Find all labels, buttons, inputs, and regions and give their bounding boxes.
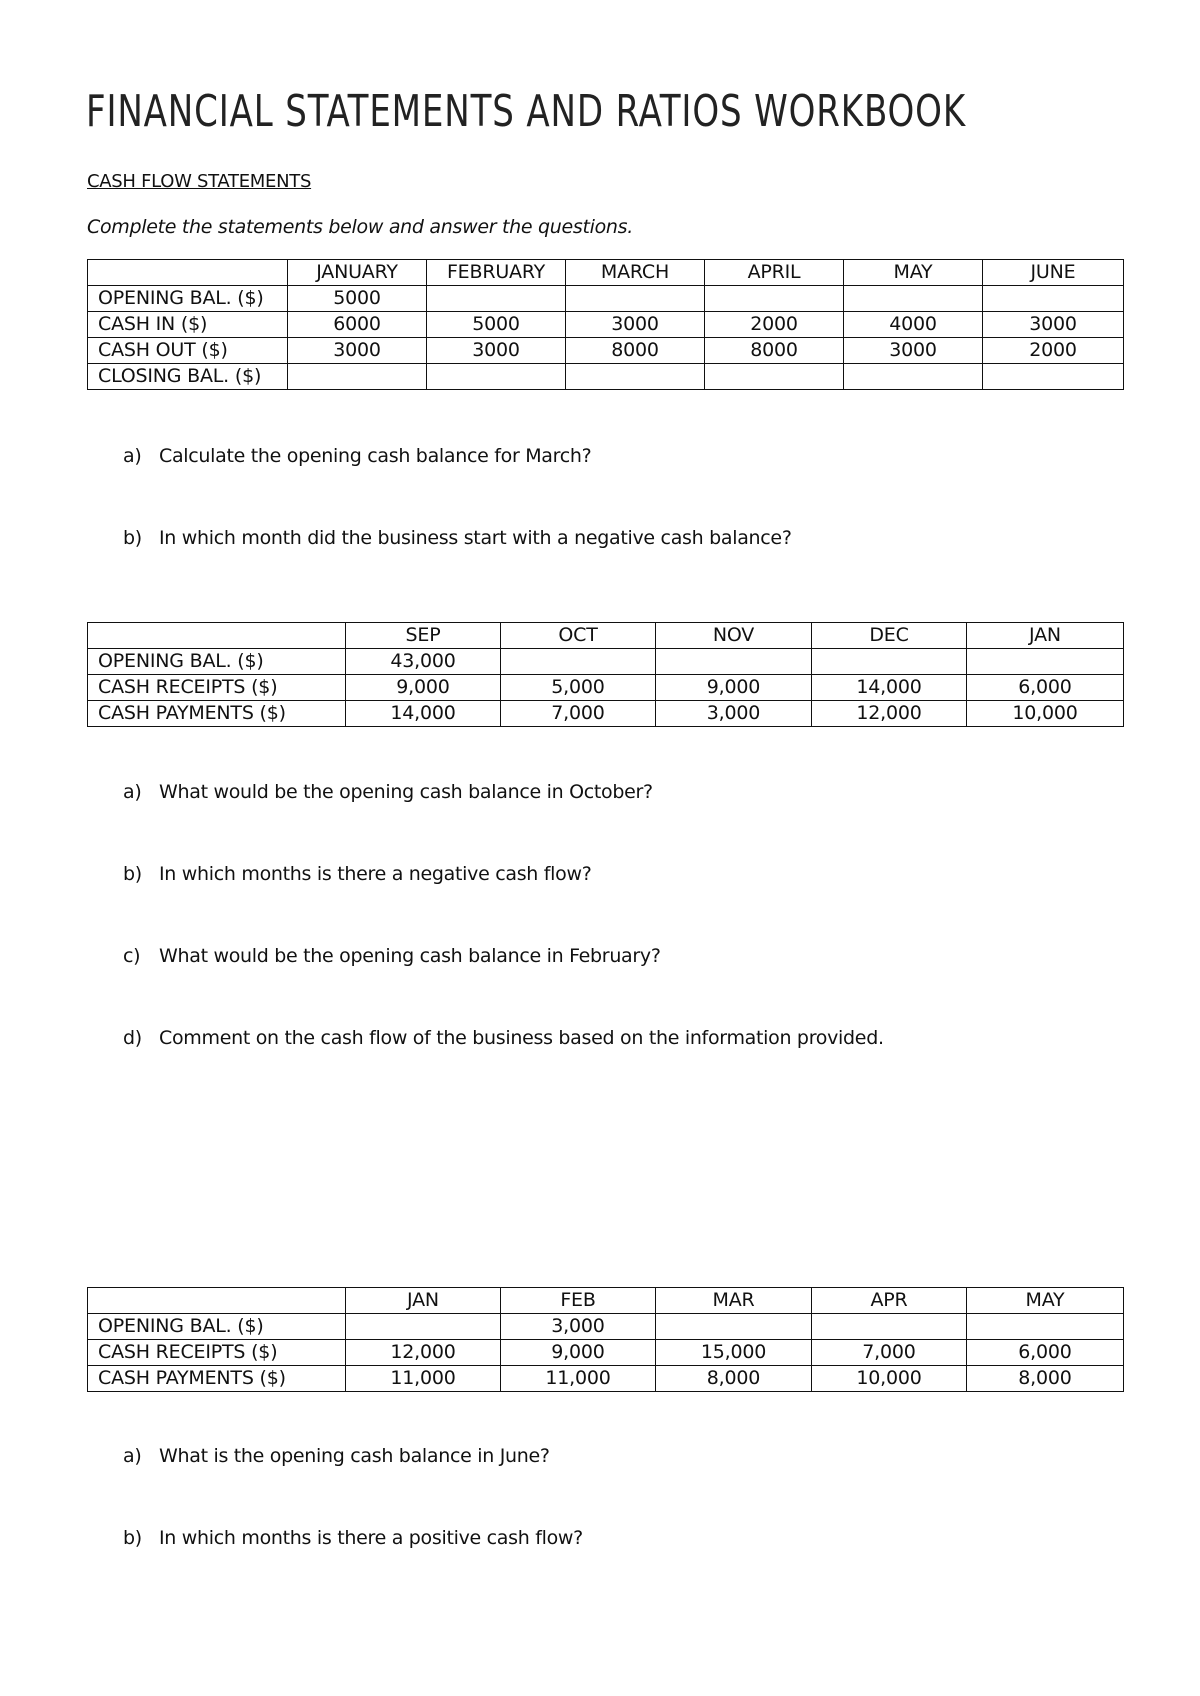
table-cell <box>983 364 1124 390</box>
table-cell: 7,000 <box>812 1340 967 1366</box>
table-header-cell: MAR <box>656 1288 812 1314</box>
question-text: Calculate the opening cash balance for March? <box>159 445 592 467</box>
question-1a <box>123 445 591 467</box>
question-2d <box>123 1027 884 1049</box>
question-letter: b) <box>123 527 142 549</box>
table-cell: 4000 <box>844 312 983 338</box>
question-letter: b) <box>123 863 142 885</box>
table-row <box>88 1366 1124 1392</box>
table-cell: 15,000 <box>656 1340 812 1366</box>
table-cell: 43,000 <box>346 649 501 675</box>
question-2b <box>123 863 592 885</box>
table-header-cell <box>88 1288 346 1314</box>
table-cell <box>566 364 705 390</box>
table-cell: 8,000 <box>967 1366 1124 1392</box>
table-row <box>88 338 1124 364</box>
cash-flow-table-3 <box>87 1287 1124 1392</box>
question-text: In which month did the business start with a negative cash balance? <box>159 527 792 549</box>
table-header-row <box>88 623 1124 649</box>
question-letter: a) <box>123 445 142 467</box>
row-label: CASH IN ($) <box>88 312 288 338</box>
table-cell: 10,000 <box>967 701 1124 727</box>
table-cell: 3,000 <box>501 1314 656 1340</box>
table-cell: 3000 <box>983 312 1124 338</box>
question-2a <box>123 781 653 803</box>
table-cell <box>967 649 1124 675</box>
table-cell: 6,000 <box>967 1340 1124 1366</box>
table-header-cell: FEB <box>501 1288 656 1314</box>
row-label: CASH RECEIPTS ($) <box>88 1340 346 1366</box>
table-row <box>88 701 1124 727</box>
question-2c <box>123 945 661 967</box>
table-header-cell: MAY <box>844 260 983 286</box>
table-cell <box>812 649 967 675</box>
table-cell <box>844 364 983 390</box>
row-label: OPENING BAL. ($) <box>88 286 288 312</box>
table-cell: 10,000 <box>812 1366 967 1392</box>
table-cell: 11,000 <box>501 1366 656 1392</box>
table-row <box>88 1340 1124 1366</box>
table-header-cell: DEC <box>812 623 967 649</box>
question-letter: a) <box>123 1445 142 1467</box>
table-cell <box>656 649 812 675</box>
question-letter: c) <box>123 945 141 967</box>
table-cell: 8,000 <box>656 1366 812 1392</box>
table-header-cell <box>88 623 346 649</box>
table-row <box>88 312 1124 338</box>
table-row <box>88 649 1124 675</box>
table-cell: 3000 <box>844 338 983 364</box>
table-cell: 3000 <box>566 312 705 338</box>
question-text: In which months is there a positive cash flow? <box>159 1527 583 1549</box>
table-cell: 11,000 <box>346 1366 501 1392</box>
row-label: CLOSING BAL. ($) <box>88 364 288 390</box>
row-label: CASH PAYMENTS ($) <box>88 701 346 727</box>
table-cell <box>967 1314 1124 1340</box>
table-cell: 3000 <box>427 338 566 364</box>
table-cell <box>656 1314 812 1340</box>
table-cell: 9,000 <box>501 1340 656 1366</box>
table-cell: 2000 <box>705 312 844 338</box>
question-letter: a) <box>123 781 142 803</box>
question-text: What would be the opening cash balance in October? <box>159 781 653 803</box>
table-cell: 7,000 <box>501 701 656 727</box>
table-row <box>88 675 1124 701</box>
table-cell: 6000 <box>288 312 427 338</box>
table-header-cell <box>88 260 288 286</box>
table-cell <box>427 364 566 390</box>
table-cell: 12,000 <box>812 701 967 727</box>
table-header-cell: NOV <box>656 623 812 649</box>
row-label: OPENING BAL. ($) <box>88 649 346 675</box>
table-header-cell: SEP <box>346 623 501 649</box>
row-label: CASH OUT ($) <box>88 338 288 364</box>
table-cell: 2000 <box>983 338 1124 364</box>
table-cell: 3000 <box>288 338 427 364</box>
question-text: What would be the opening cash balance in February? <box>159 945 661 967</box>
table-row <box>88 364 1124 390</box>
question-text: In which months is there a negative cash flow? <box>159 863 592 885</box>
table-cell: 8000 <box>566 338 705 364</box>
table-header-cell: FEBRUARY <box>427 260 566 286</box>
table-header-cell: OCT <box>501 623 656 649</box>
instructions: Complete the statements below and answer the questions. <box>87 216 634 238</box>
question-3a <box>123 1445 550 1467</box>
table-cell: 5000 <box>427 312 566 338</box>
table-cell: 14,000 <box>812 675 967 701</box>
cash-flow-table-1 <box>87 259 1124 390</box>
table-row <box>88 286 1124 312</box>
page-title: FINANCIAL STATEMENTS AND RATIOS WORKBOOK <box>86 86 967 137</box>
question-text: Comment on the cash flow of the business based on the information provided. <box>159 1027 884 1049</box>
table-header-cell: JANUARY <box>288 260 427 286</box>
table-header-cell: JAN <box>346 1288 501 1314</box>
table-cell <box>288 364 427 390</box>
row-label: CASH PAYMENTS ($) <box>88 1366 346 1392</box>
table-cell <box>501 649 656 675</box>
question-text: What is the opening cash balance in June? <box>159 1445 550 1467</box>
table-cell: 8000 <box>705 338 844 364</box>
question-letter: d) <box>123 1027 142 1049</box>
table-header-cell: JUNE <box>983 260 1124 286</box>
table-header-cell: JAN <box>967 623 1124 649</box>
table-cell: 9,000 <box>346 675 501 701</box>
question-3b <box>123 1527 583 1549</box>
question-letter: b) <box>123 1527 142 1549</box>
table-cell: 5,000 <box>501 675 656 701</box>
table-header-row <box>88 1288 1124 1314</box>
table-cell <box>705 286 844 312</box>
row-label: OPENING BAL. ($) <box>88 1314 346 1340</box>
table-header-cell: APRIL <box>705 260 844 286</box>
table-header-cell: MARCH <box>566 260 705 286</box>
table-header-cell: MAY <box>967 1288 1124 1314</box>
table-cell <box>983 286 1124 312</box>
table-cell: 6,000 <box>967 675 1124 701</box>
table-cell <box>705 364 844 390</box>
section-heading: CASH FLOW STATEMENTS <box>87 171 312 192</box>
question-1b <box>123 527 792 549</box>
table-cell: 5000 <box>288 286 427 312</box>
table-cell <box>346 1314 501 1340</box>
table-header-row <box>88 260 1124 286</box>
cash-flow-table-2 <box>87 622 1124 727</box>
table-cell <box>427 286 566 312</box>
table-header-cell: APR <box>812 1288 967 1314</box>
table-cell: 9,000 <box>656 675 812 701</box>
table-cell: 14,000 <box>346 701 501 727</box>
table-row <box>88 1314 1124 1340</box>
table-cell <box>812 1314 967 1340</box>
table-cell: 3,000 <box>656 701 812 727</box>
table-cell <box>844 286 983 312</box>
table-cell <box>566 286 705 312</box>
table-cell: 12,000 <box>346 1340 501 1366</box>
row-label: CASH RECEIPTS ($) <box>88 675 346 701</box>
